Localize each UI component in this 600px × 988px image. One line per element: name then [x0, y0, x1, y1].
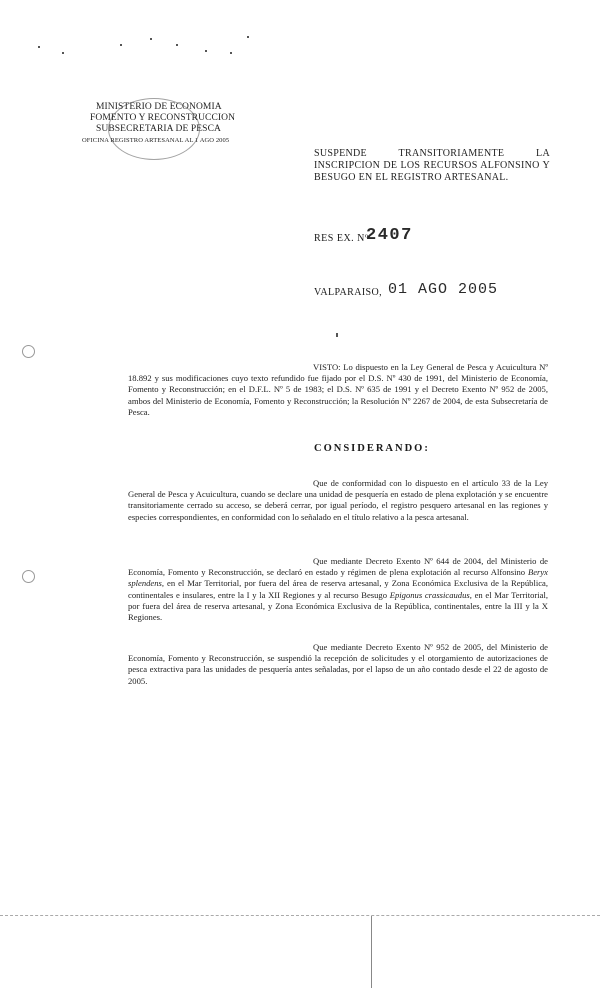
considerando-paragraph-3: Que mediante Decreto Exento Nº 952 de 2005, del Ministerio de Economía, Fomento y Reconstrucción, se suspendió la recepción de solicitudes y el otorgamiento de autorizaciones de pesca extractiva para las unidades de pesquería antes señaladas, por el lapso de un año contado desde el 22 de agosto de 2005.: [128, 642, 548, 686]
scan-speck: [120, 44, 122, 46]
document-subject: SUSPENDE TRANSITORIAMENTE LA INSCRIPCION DE LOS RECURSOS ALFONSINO Y BESUGO EN EL REGISTRO ARTESANAL.: [314, 148, 550, 183]
species-name-besugo: Epigonus crassicaudus: [389, 589, 470, 600]
visto-lead: VISTO:: [313, 362, 341, 372]
letterhead-department: FOMENTO Y RECONSTRUCCION: [90, 113, 236, 123]
scan-speck: [336, 333, 338, 337]
paragraph-2-part-1: Que mediante Decreto Exento Nº 644 de 2004, del Ministerio de Economía, Fomento y Reconstrucción, se declaró en estado y régimen de plena explotación al recurso Alfonsino: [128, 556, 548, 578]
paragraph-2-part-3: , en el Mar Territorial, por fuera del área de reserva artesanal, y Zona Económica Exclusiva de la República, continentales, entre la III y la X Regiones.: [128, 589, 548, 623]
scan-speck: [230, 52, 232, 54]
paragraph-2-part-2: , en el Mar Territorial, por fuera del área de reserva artesanal, y Zona Económica Exclusiva de la República, continentales e insulares, entre la I y la XII Regiones y al recurso Besugo: [128, 578, 548, 600]
scan-fold-line: [371, 916, 372, 988]
scan-speck: [205, 50, 207, 52]
species-name-alfonsino: Beryx splendens: [128, 567, 548, 589]
punch-hole: [22, 570, 35, 583]
punch-hole: [22, 345, 35, 358]
place-label: VALPARAISO,: [314, 287, 383, 298]
scan-speck: [150, 38, 152, 40]
resolution-label: RES EX. Nº: [314, 233, 369, 244]
scan-speck: [247, 36, 249, 38]
considerando-heading: CONSIDERANDO:: [314, 443, 430, 454]
scan-speck: [62, 52, 64, 54]
letterhead-ministry: MINISTERIO DE ECONOMIA: [96, 102, 222, 112]
visto-paragraph: [128, 362, 548, 418]
scan-edge-line: [0, 915, 600, 916]
letterhead-office-stamp: OFICINA REGISTRO ARTESANAL AL 1 AGO 2005: [82, 137, 230, 144]
scan-speck: [176, 44, 178, 46]
resolution-number: 2407: [366, 226, 413, 245]
scan-speck: [38, 46, 40, 48]
considerando-paragraph-1: Que de conformidad con lo dispuesto en el artículo 33 de la Ley General de Pesca y Acuicultura, cuando se declare una unidad de pesquería en estado de plena explotación y se encuentre transitoriamente cerrado su acceso, se deberá cerrar, por igual período, el registro pesquero artesanal en las regiones y especies correspondientes, en conformidad con lo señalado en el título relativo a la pesca artesanal.: [128, 478, 548, 522]
date-stamp: 01 AGO 2005: [388, 281, 499, 298]
visto-text: Lo dispuesto en la Ley General de Pesca y Acuicultura Nº 18.892 y sus modificaciones cuyo texto refundido fue fijado por el D.S. Nº 430 de 1991, del Ministerio de Economía, Fomento y Reconstrucción; en el D.F.L. Nº 5 de 1983; el D.S. Nº 635 de 1991 y el Decreto Exento Nº 952 de 2005, ambos del Ministerio de Economía, Fomento y Reconstrucción; la Resolución Nº 2267 de 2004, de esta Subsecretaría de Pesca.: [128, 362, 548, 417]
considerando-paragraph-2: [128, 556, 548, 623]
letterhead-subsecretariat: SUBSECRETARIA DE PESCA: [96, 124, 221, 134]
